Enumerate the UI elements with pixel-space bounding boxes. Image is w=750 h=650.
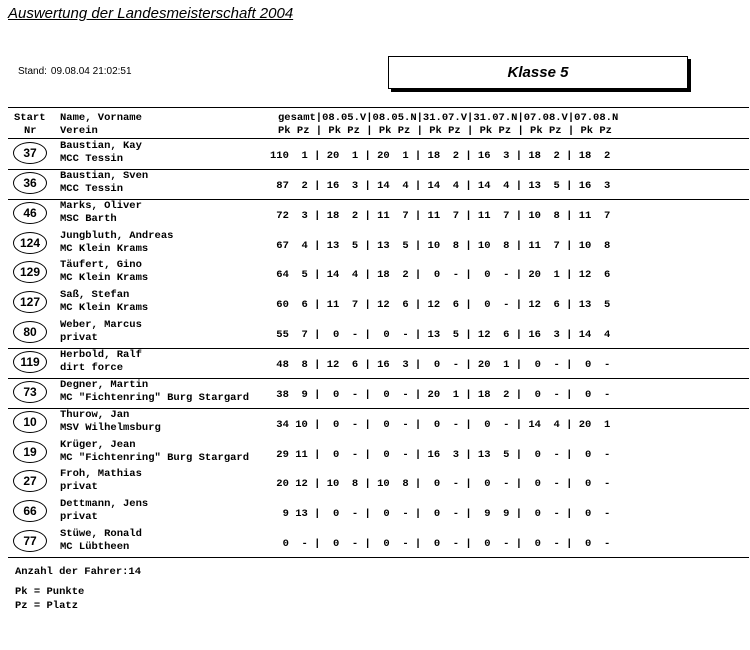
header-top-rule [8,107,749,108]
table-row [0,140,750,170]
driver-club: MSV Wilhelmsburg [60,421,161,434]
driver-name: Herbold, Ralf [60,348,142,361]
row-values: 48 8 | 12 6 | 16 3 | 0 - | 20 1 | 0 - | 0 - [270,358,611,371]
driver-name: Täufert, Gino [60,259,142,272]
driver-club: MC Lübtheen [60,541,130,554]
row-values: 20 12 | 10 8 | 10 8 | 0 - | 0 - | 0 - | 0 - [270,478,611,491]
driver-name: Stüwe, Ronald [60,528,142,541]
driver-club: MC "Fichtenring" Burg Stargard [60,391,250,404]
driver-club: privat [60,511,98,524]
table-row [0,200,750,230]
row-values: 60 6 | 11 7 | 12 6 | 12 6 | 0 - | 12 6 | 13 5 [270,299,611,312]
driver-club: dirt force [60,361,124,374]
table-row [0,230,750,260]
driver-club: MC Klein Krams [60,272,149,285]
start-number: 124 [13,232,47,254]
header-bottom-rule [8,138,749,139]
driver-club: MC "Fichtenring" Burg Stargard [60,451,250,464]
start-number: 27 [13,470,47,492]
start-number: 37 [13,142,47,164]
row-values: 87 2 | 16 3 | 14 4 | 14 4 | 14 4 | 13 5 | 16 3 [270,179,611,192]
table-row [0,528,750,558]
driver-name: Jungbluth, Andreas [60,229,174,242]
table-row [0,259,750,289]
driver-name: Baustian, Sven [60,169,149,182]
row-values: 29 11 | 0 - | 0 - | 16 3 | 13 5 | 0 - | 0 - [270,448,611,461]
header-nr: Nr [24,125,37,137]
table-row [0,319,750,349]
driver-name: Dettmann, Jens [60,498,149,511]
start-number: 66 [13,500,47,522]
driver-club: MSC Barth [60,212,117,225]
start-number: 80 [13,321,47,343]
driver-club: MCC Tessin [60,182,124,195]
start-number: 19 [13,441,47,463]
row-values: 64 5 | 14 4 | 18 2 | 0 - | 0 - | 20 1 | 12 6 [270,269,611,282]
stand-label: Stand: [18,66,47,77]
table-row [0,289,750,319]
driver-club: privat [60,332,98,345]
row-values: 67 4 | 13 5 | 13 5 | 10 8 | 10 8 | 11 7 | 10 8 [270,239,611,252]
page-title: Auswertung der Landesmeisterschaft 2004 [8,5,294,22]
stand-info [18,66,136,77]
table-row [0,468,750,498]
driver-name: Froh, Mathias [60,468,142,481]
driver-club: MCC Tessin [60,153,124,165]
table-row [0,439,750,469]
driver-name: Saß, Stefan [60,289,130,302]
table-row [0,349,750,379]
driver-name: Degner, Martin [60,378,149,391]
legend-pz: Pz = Platz [15,600,79,612]
table-bottom-rule [8,557,749,558]
driver-name: Baustian, Kay [60,140,142,152]
legend-pk: Pk = Punkte [15,586,85,598]
table-row [0,498,750,528]
anzahl-fahrer: Anzahl der Fahrer:14 [15,566,142,578]
header-subcolumns: Pk Pz | Pk Pz | Pk Pz | Pk Pz | Pk Pz | Pk Pz | Pk Pz [278,125,612,137]
start-number: 46 [13,202,47,224]
row-values: 34 10 | 0 - | 0 - | 0 - | 0 - | 14 4 | 20 1 [270,418,611,431]
driver-name: Marks, Oliver [60,199,142,212]
row-values: 55 7 | 0 - | 0 - | 13 5 | 12 6 | 16 3 | 14 4 [270,329,611,342]
header-start: Start [14,112,46,124]
driver-name: Krüger, Jean [60,438,136,451]
row-values: 0 - | 0 - | 0 - | 0 - | 0 - | 0 - | 0 - [270,538,611,551]
klasse-box: Klasse 5 [388,56,688,89]
start-number: 127 [13,291,47,313]
header-name: Name, Vorname [60,112,142,124]
table-row [0,409,750,439]
stand-value: 09.08.04 21:02:51 [50,66,132,77]
row-values: 38 9 | 0 - | 0 - | 20 1 | 18 2 | 0 - | 0 - [270,388,611,401]
start-number: 36 [13,172,47,194]
driver-club: privat [60,481,98,494]
header-verein: Verein [60,125,98,137]
start-number: 129 [13,261,47,283]
row-values: 72 3 | 18 2 | 11 7 | 11 7 | 11 7 | 10 8 | 11 7 [270,209,611,222]
driver-club: MC Klein Krams [60,242,149,255]
start-number: 77 [13,530,47,552]
header-columns: gesamt|08.05.V|08.05.N|31.07.V|31.07.N|07.08.V|07.08.N [278,112,619,124]
table-row [0,379,750,409]
driver-club: MC Klein Krams [60,302,149,315]
table-row [0,170,750,200]
driver-name: Weber, Marcus [60,319,142,332]
row-values: 9 13 | 0 - | 0 - | 0 - | 9 9 | 0 - | 0 - [270,508,611,521]
start-number: 10 [13,411,47,433]
start-number: 73 [13,381,47,403]
driver-name: Thurow, Jan [60,408,130,421]
row-values: 110 1 | 20 1 | 20 1 | 18 2 | 16 3 | 18 2 | 18 2 [270,150,611,162]
start-number: 119 [13,351,47,373]
